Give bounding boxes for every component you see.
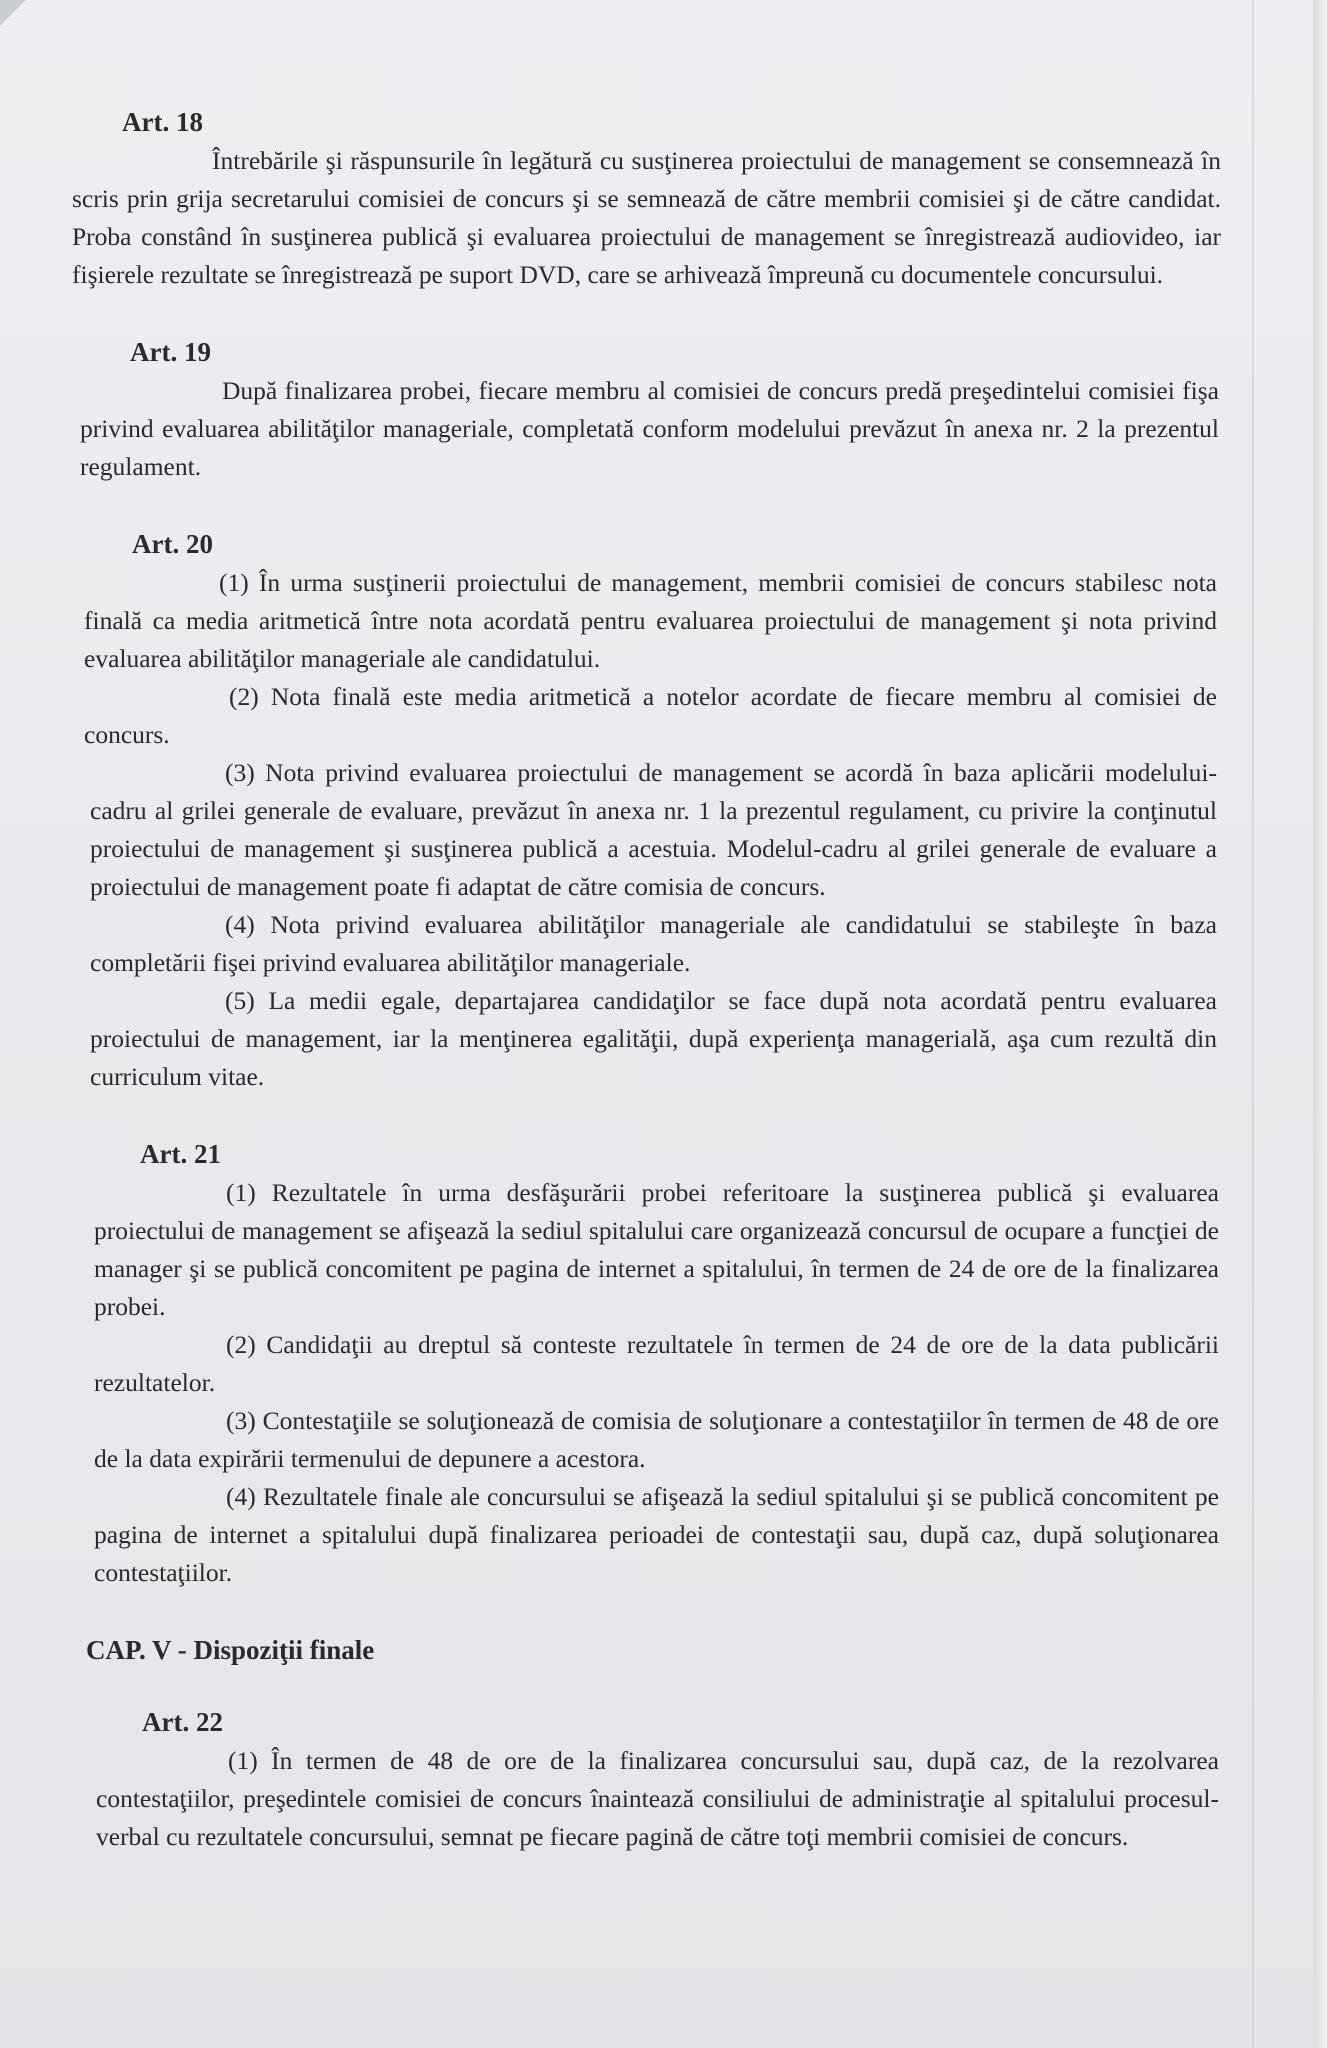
article-heading: Art. 18 [122,107,203,137]
article-paragraph: Întrebările şi răspunsurile în legătură cu susţinerea proiectului de management se consemnează în scris prin grija secretarului comisiei de concurs şi se semnează de către membrii comisiei şi de către candidat. Proba constând în susţinerea publică şi evaluarea proiectului de management se înregistrează audiovideo, iar fişierele rezultate se înregistrează pe suport DVD, care se arhivează împreună cu documentele concursului. [72,146,1221,289]
article-paragraph: (4) Nota privind evaluarea abilităţilor manageriale ale candidatului se stabileşte în baza completării fişei privind evaluarea abilităţilor manageriale. [90,910,1217,977]
article-20 [84,526,1217,1096]
article-22 [96,1704,1219,1856]
page-crease [1252,0,1254,2048]
article-18 [72,104,1221,294]
article-paragraph: (3) Nota privind evaluarea proiectului de management se acordă în baza aplicării modelului-cadru al grilei generale de evaluare, prevăzut în anexa nr. 1 la prezentul regulament, cu privire la conţinutul proiectului de management şi susţinerea publică a acestuia. Modelul-cadru al grilei generale de evaluare a proiectului de management poate fi adaptat de către comisia de concurs. [90,758,1217,901]
article-19 [80,334,1219,486]
article-paragraph: (1) În termen de 48 de ore de la finalizarea concursului sau, după caz, de la rezolvarea contestaţiilor, preşedintele comisiei de concurs înaintează consiliului de administraţie al spitalului procesul-verbal cu rezultatele concursului, semnat pe fiecare pagină de către toţi membrii comisiei de concurs. [96,1746,1219,1851]
article-heading: Art. 20 [132,529,213,559]
article-paragraph: (1) În urma susţinerii proiectului de management, membrii comisiei de concurs stabilesc nota finală ca media aritmetică între nota acordată pentru evaluarea proiectului de management şi nota privind evaluarea abilităţilor manageriale ale candidatului. [84,568,1217,673]
article-21 [94,1136,1219,1592]
article-paragraph: (1) Rezultatele în urma desfăşurării probei referitoare la susţinerea publică şi evaluarea proiectului de management se afişează la sediul spitalului care organizează concursul de ocupare a funcţiei de manager şi se publică concomitent pe pagina de internet a spitalului, în termen de 24 de ore de la finalizarea probei. [94,1178,1219,1321]
article-paragraph: (4) Rezultatele finale ale concursului se afişează la sediul spitalului şi se publică concomitent pe pagina de internet a spitalului după finalizarea perioadei de contestaţii sau, după caz, după soluţionarea contestaţiilor. [94,1482,1219,1587]
article-paragraph: (2) Candidaţii au dreptul să conteste rezultatele în termen de 24 de ore de la data publicării rezultatelor. [94,1330,1219,1397]
chapter-heading: CAP. V - Dispoziţii finale [86,1635,375,1665]
article-paragraph: După finalizarea probei, fiecare membru al comisiei de concurs predă preşedintelui comisiei fişa privind evaluarea abilităţilor manageriale, completată conform modelului prevăzut în anexa nr. 2 la prezentul regulament. [80,376,1219,481]
article-heading: Art. 22 [142,1707,223,1737]
page-edge [1313,0,1327,2048]
article-paragraph: (2) Nota finală este media aritmetică a notelor acordate de fiecare membru al comisiei de concurs. [84,682,1217,749]
page-corner-fold [0,0,26,26]
article-paragraph: (5) La medii egale, departajarea candidaţilor se face după nota acordată pentru evaluarea proiectului de management, iar la menţinerea egalităţii, după experienţa managerială, aşa cum rezultă din curriculum vitae. [90,986,1217,1091]
article-paragraph: (3) Contestaţiile se soluţionează de comisia de soluţionare a contestaţiilor în termen de 48 de ore de la data expirării termenului de depunere a acestora. [94,1406,1219,1473]
article-heading: Art. 19 [130,337,211,367]
article-heading: Art. 21 [140,1139,221,1169]
